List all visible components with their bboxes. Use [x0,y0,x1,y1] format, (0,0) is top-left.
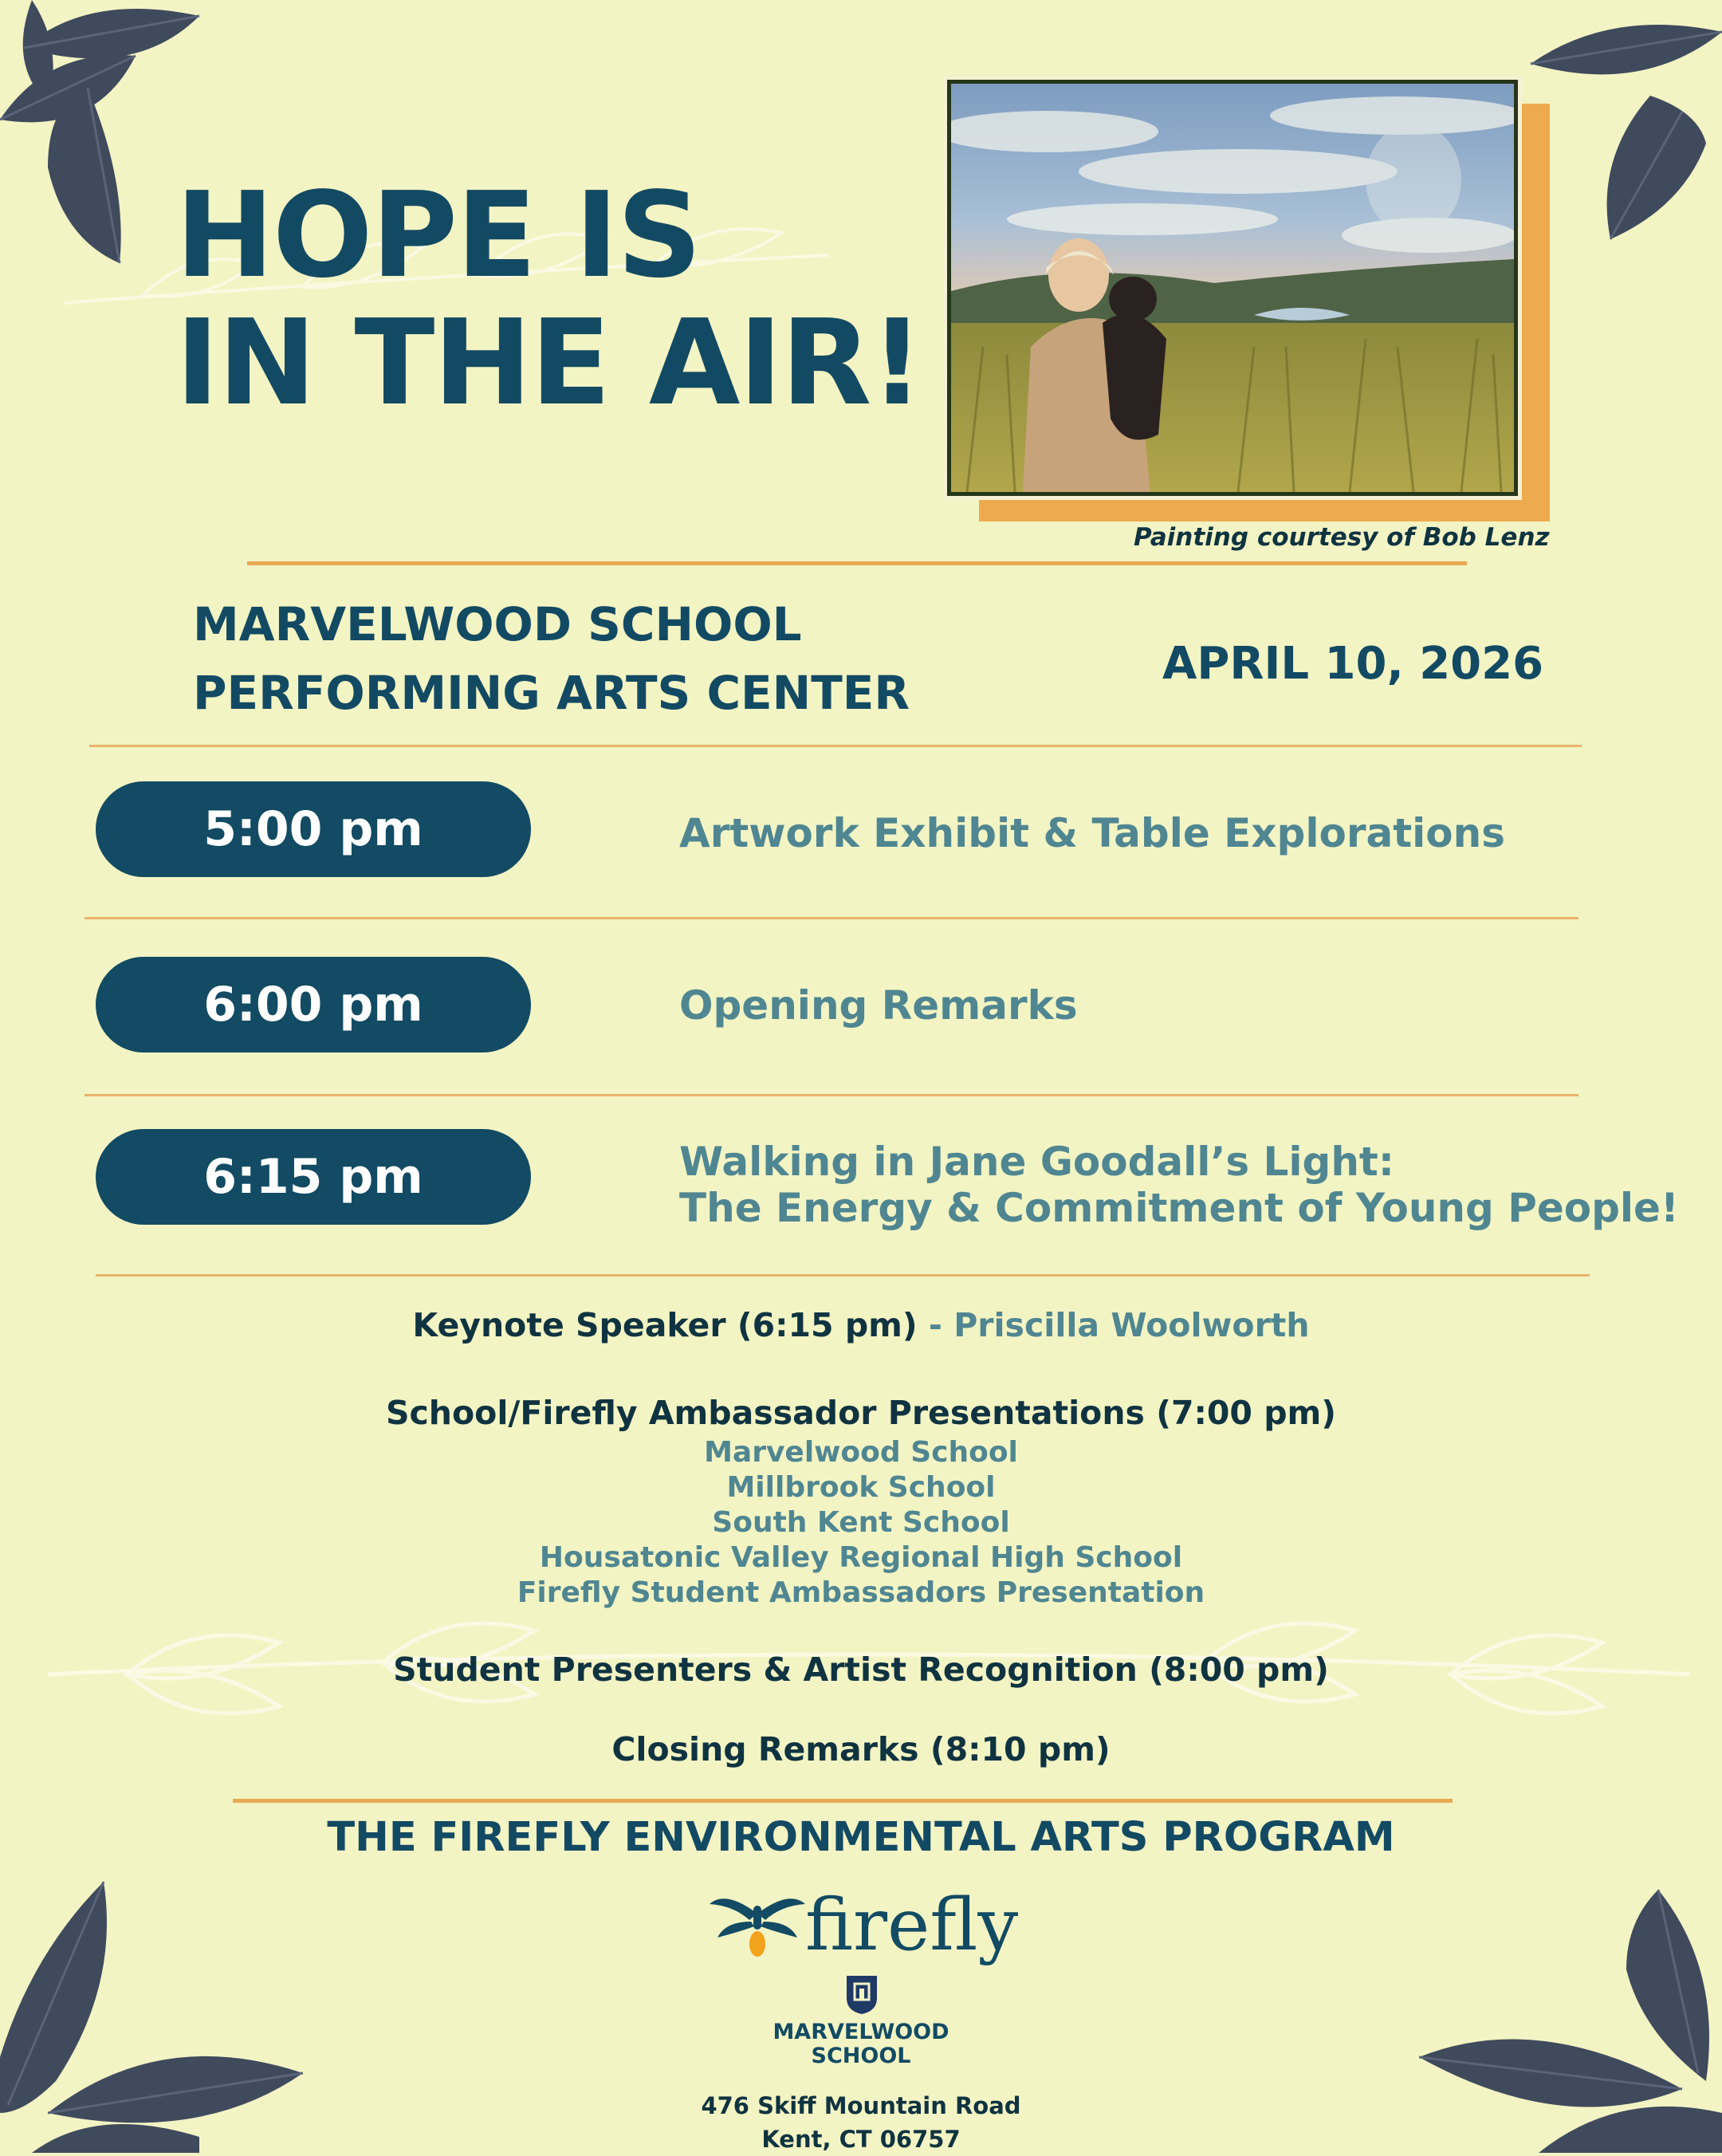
venue-line-1: MARVELWOOD SCHOOL [193,597,802,651]
divider-top [247,561,1467,565]
school-item: Firefly Student Ambassadors Presentation [517,1576,1205,1609]
keynote-speaker: Priscilla Woolworth [953,1306,1310,1344]
time-pill-2: 6:00 pm [96,957,531,1052]
school-item: Millbrook School [726,1471,996,1504]
divider-bottom [233,1799,1453,1803]
marvelwood-wordmark-line-1: MARVELWOOD [773,2020,949,2044]
schedule-event-3-line-1: Walking in Jane Goodall’s Light: [679,1139,1394,1185]
divider-schedule-2 [85,1094,1578,1096]
title-line-1: HOPE IS [175,167,701,304]
school-item: Marvelwood School [704,1436,1018,1469]
leaf-cluster-top-right-icon [1523,0,1722,247]
address [0,2089,1722,2156]
address-line-1: 476 Skiff Mountain Road [701,2092,1021,2119]
title-line-2: IN THE AIR! [175,294,922,431]
closing-heading: Closing Remarks (8:10 pm) [611,1730,1111,1768]
time-pill-1: 5:00 pm [96,781,531,877]
school-item: South Kent School [712,1506,1010,1539]
divider-schedule-1 [85,917,1578,919]
venue-name [193,590,910,727]
schedule-event-2 [679,982,1078,1029]
program-name: THE FIREFLY ENVIRONMENTAL ARTS PROGRAM [327,1814,1395,1861]
keynote-label: Keynote Speaker (6:15 pm) [412,1306,918,1344]
address-line-2: Kent, CT 06757 [761,2126,961,2153]
painting-image [947,80,1518,496]
recognition-heading: Student Presenters & Artist Recognition (8:00 pm) [393,1650,1329,1689]
marvelwood-crest-icon [845,1974,879,2016]
painting-illustration [951,84,1514,492]
venue-line-2: PERFORMING ARTS CENTER [193,666,910,720]
event-date: APRIL 10, 2026 [1162,638,1544,690]
divider-schedule-top [89,745,1582,747]
schedule-event-1 [679,810,1505,856]
page-title [175,167,922,431]
firefly-logo-text: firefly [805,1883,1019,1967]
schedule-event-2-line-1: Opening Remarks [679,982,1078,1029]
painting-credit: Painting courtesy of Bob Lenz [1134,523,1550,552]
schedule-event-3 [679,1139,1679,1231]
schedule-event-3-line-2: The Energy & Commitment of Young People! [679,1185,1679,1231]
school-item: Housatonic Valley Regional High School [539,1541,1183,1574]
time-pill-3: 6:15 pm [96,1129,531,1225]
school-list [0,1435,1722,1611]
divider-schedule-3 [96,1274,1590,1277]
presentations-heading: School/Firefly Ambassador Presentations (7:00 pm) [385,1394,1337,1432]
schedule-event-1-line-1: Artwork Exhibit & Table Explorations [679,810,1505,856]
marvelwood-wordmark-line-2: SCHOOL [811,2044,911,2068]
firefly-logo-icon [710,1890,805,1961]
marvelwood-wordmark [0,2020,1722,2068]
keynote-separator: - [917,1306,954,1344]
keynote-line [0,1306,1722,1344]
